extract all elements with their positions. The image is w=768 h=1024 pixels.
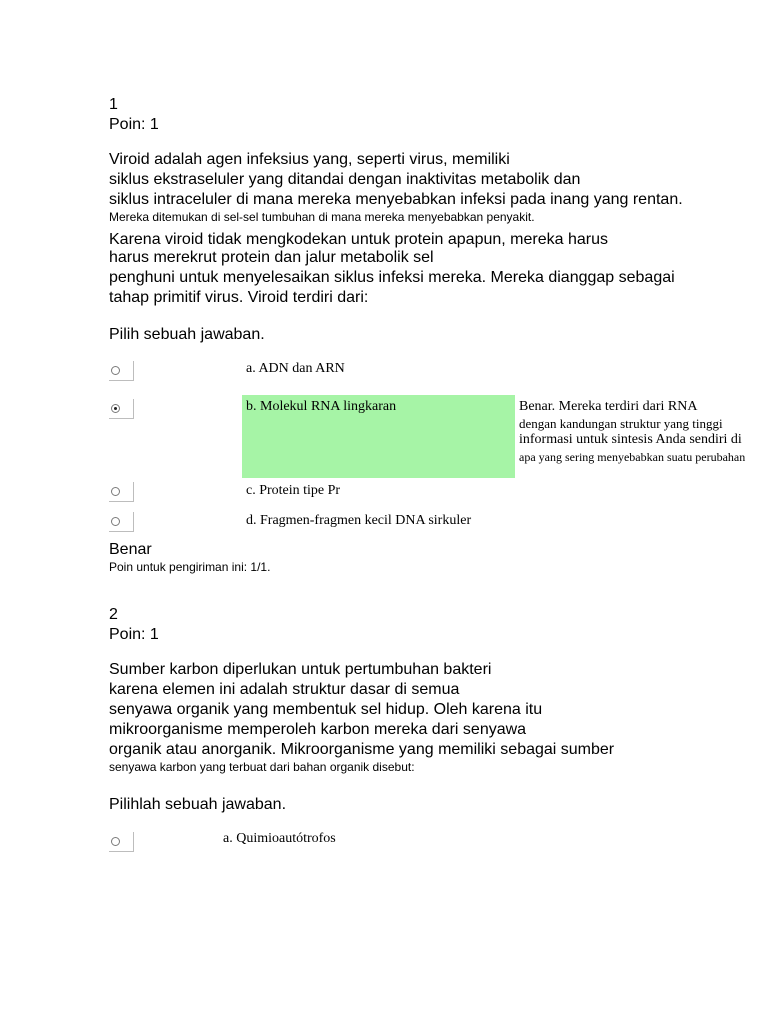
radio-unchecked-icon: [111, 487, 120, 496]
question-2-prompt: Pilihlah sebuah jawaban.: [109, 796, 287, 813]
question-1-option-a-radio[interactable]: [109, 361, 134, 381]
question-2-option-a-radio[interactable]: [109, 832, 134, 852]
radio-checked-icon: [111, 404, 120, 413]
question-1-points: Poin: 1: [109, 116, 159, 133]
question-2-text-line: karena elemen ini adalah struktur dasar di semua: [109, 681, 460, 698]
question-1-score: Poin untuk pengiriman ini: 1/1.: [109, 560, 271, 574]
radio-unchecked-icon: [111, 837, 120, 846]
question-2-text-line: Sumber karbon diperlukan untuk pertumbuhan bakteri: [109, 661, 492, 678]
question-1-text-line: penghuni untuk menyelesaikan siklus infeksi mereka. Mereka dianggap sebagai: [109, 269, 675, 286]
question-1-text-line: harus merekrut protein dan jalur metabolik sel: [109, 249, 434, 266]
question-1-text-line: Mereka ditemukan di sel-sel tumbuhan di mana mereka menyebabkan penyakit.: [109, 210, 535, 224]
question-2-text-line: organik atau anorganik. Mikroorganisme yang memiliki sebagai sumber: [109, 741, 615, 758]
question-2-text-line: senyawa organik yang membentuk sel hidup. Oleh karena itu: [109, 701, 543, 718]
question-1-text-line: tahap primitif virus. Viroid terdiri dari:: [109, 289, 369, 306]
question-2-text-line: mikroorganisme memperoleh karbon mereka dari senyawa: [109, 721, 527, 738]
question-1-option-c-radio[interactable]: [109, 482, 134, 502]
question-2-text-line: senyawa karbon yang terbuat dari bahan organik disebut:: [109, 760, 415, 774]
question-1-text-line: Viroid adalah agen infeksius yang, seperti virus, memiliki: [109, 151, 510, 168]
question-1-feedback-line: apa yang sering menyebabkan suatu perubahan: [519, 450, 746, 464]
question-2-option-a-label[interactable]: a. Quimioautótrofos: [223, 831, 336, 846]
question-1-feedback-line: informasi untuk sintesis Anda sendiri di: [519, 432, 742, 447]
question-1-prompt: Pilih sebuah jawaban.: [109, 326, 265, 343]
question-1-number: 1: [109, 96, 118, 113]
question-1-option-c-label[interactable]: c. Protein tipe Pr: [246, 483, 341, 498]
question-1-feedback-line: dengan kandungan struktur yang tinggi: [519, 416, 723, 431]
question-1-text-line: siklus ekstraseluler yang ditandai dengan inaktivitas metabolik dan: [109, 171, 581, 188]
question-1-feedback-line: Benar. Mereka terdiri dari RNA: [519, 399, 698, 414]
question-1-result: Benar: [109, 541, 152, 558]
question-2-points: Poin: 1: [109, 626, 159, 643]
question-1-option-d-radio[interactable]: [109, 512, 134, 532]
radio-unchecked-icon: [111, 517, 120, 526]
question-1-option-a-label[interactable]: a. ADN dan ARN: [246, 361, 345, 376]
question-1-option-b-label[interactable]: b. Molekul RNA lingkaran: [246, 399, 397, 414]
question-1-text-line: siklus intraceluler di mana mereka menyebabkan infeksi pada inang yang rentan.: [109, 191, 683, 208]
question-1-option-b-radio[interactable]: [109, 399, 134, 419]
question-1-text-line: Karena viroid tidak mengkodekan untuk protein apapun, mereka harus: [109, 231, 608, 248]
radio-unchecked-icon: [111, 366, 120, 375]
question-1-option-d-label[interactable]: d. Fragmen-fragmen kecil DNA sirkuler: [246, 513, 472, 528]
question-2-number: 2: [109, 606, 118, 623]
